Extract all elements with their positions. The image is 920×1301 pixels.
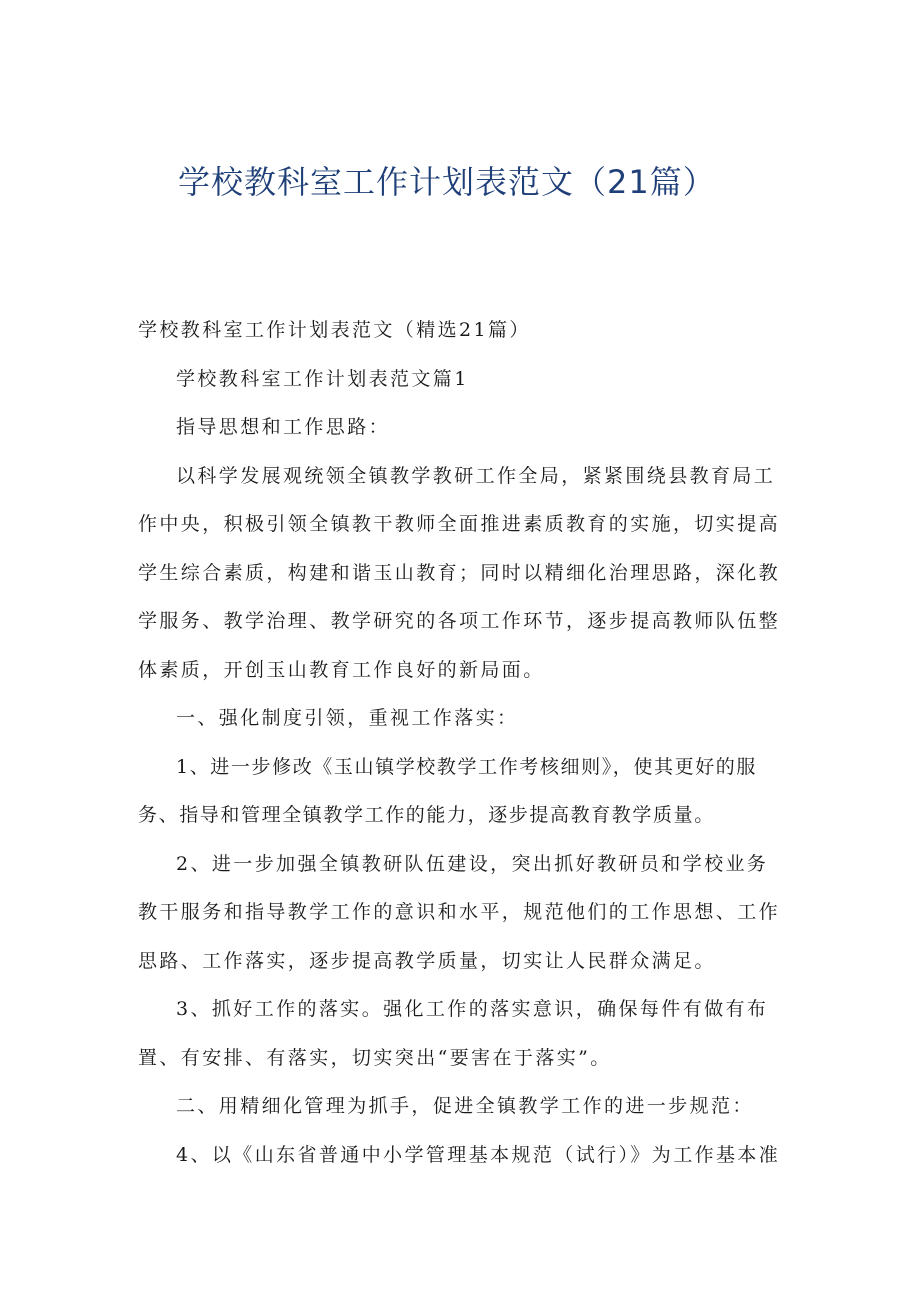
paragraph-item-4: 4、以《山东省普通中小学管理基本规范（试行）》为工作基本准	[176, 1143, 781, 1166]
paragraph-item-2: 2、进一步加强全镇教研队伍建设，突出抓好教研员和学校业务教干服务和指导教学工作的意识和水平，规范他们的工作思想、工作思路、工作落实，逐步提高教学质量，切实让人民群众满足。	[138, 852, 781, 972]
document-title: 学校教科室工作计划表范文（21篇）	[178, 163, 716, 201]
paragraph-item-1: 1、进一步修改《玉山镇学校教学工作考核细则》，使其更好的服务、指导和管理全镇教学工作的能力，逐步提高教育教学质量。	[138, 755, 757, 826]
paragraph-subtitle: 学校教科室工作计划表范文（精选21篇）	[138, 319, 531, 341]
paragraph-heading-one: 一、强化制度引领，重视工作落实：	[176, 707, 519, 729]
paragraph-guiding-text: 以科学发展观统领全镇教学教研工作全局，紧紧围绕县教育局工作中央，积极引领全镇教干教师全面推进素质教育的实施，切实提高学生综合素质，构建和谐玉山教育；同时以精细化治理思路，深化教学服务、教学治理、教学研究的各项工作环节，逐步提高教师队伍整体素质，开创玉山教育工作良好的新局面。	[138, 464, 781, 681]
document-body	[138, 306, 788, 1179]
paragraph-heading-two: 二、用精细化管理为抓手，促进全镇教学工作的进一步规范：	[176, 1095, 754, 1117]
paragraph-item-3: 3、抓好工作的落实。强化工作的落实意识，确保每件有做有布置、有安排、有落实，切实突出“要害在于落实”。	[138, 998, 769, 1069]
paragraph-section-heading: 学校教科室工作计划表范文篇1	[176, 367, 469, 390]
paragraph-guiding-heading: 指导思想和工作思路：	[176, 416, 391, 438]
